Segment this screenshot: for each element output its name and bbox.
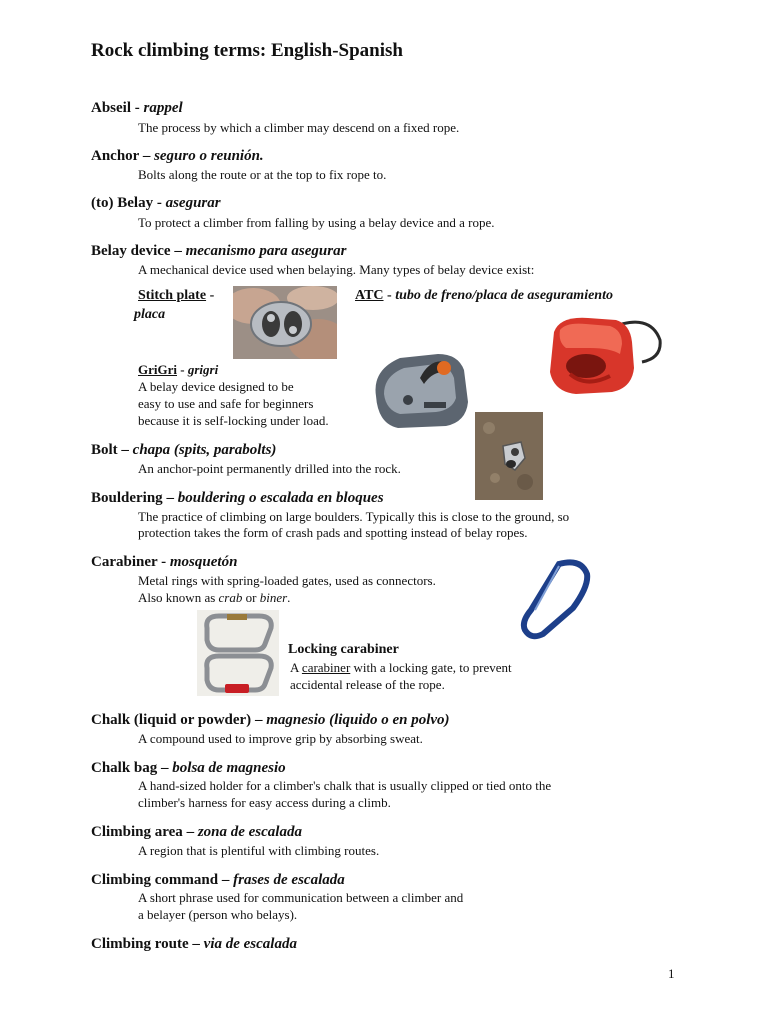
term-en: Climbing command [91,872,219,888]
term-sep: – [157,760,173,776]
carabiner-alias [138,589,290,606]
carabiner-photo [515,556,595,640]
term-sep: - [153,195,166,211]
term-en: Climbing route [91,936,189,952]
atc-image [540,310,665,400]
grigri-label [138,362,218,378]
term-sep: – [162,490,178,506]
term-bouldering [91,490,384,507]
term-es: zona de escalada [197,824,302,840]
grigri-photo [364,350,474,432]
atc-label [355,288,613,304]
bolt-image [475,412,543,500]
term-climbing-command [91,872,345,889]
term-es: frases de escalada [233,872,345,888]
definition: A compound used to improve grip by absorbing sweat. [138,731,423,746]
page-number: 1 [668,966,675,981]
term-en: Anchor [91,148,140,164]
alias-crab: crab [218,590,243,605]
term-en: GriGri [138,362,177,377]
term-en: Bouldering [91,490,163,506]
term-es: via de escalada [203,936,297,952]
definition: A hand-sized holder for a climber's chalk that is usually clipped or tied onto the [138,778,552,793]
term-es: tubo de freno/placa de aseguramiento [395,288,613,303]
locking-carabiner-photo [197,610,279,696]
term-sep: – [182,824,198,840]
term-es: bolsa de magnesio [172,760,286,776]
page-title: Rock climbing terms: English-Spanish [91,40,403,61]
definition: A region that is plentiful with climbing routes. [138,843,380,858]
term-es: magnesio (liquido o en polvo) [266,712,450,728]
carabiner-link[interactable]: carabiner [301,660,351,675]
term-sep: – [139,148,155,164]
definition: A mechanical device used when belaying. Many types of belay device exist: [138,262,535,277]
grigri-image [364,350,474,432]
term-climbing-area [91,824,302,841]
term-es: chapa (spits, parabolts) [132,442,277,458]
term-bolt [91,442,276,459]
term-es: grigri [187,362,219,377]
bolt-photo [475,412,543,500]
term-es: mecanismo para asegurar [185,243,347,259]
locking-carabiner-image [197,610,279,696]
stitch-plate-image [233,286,337,359]
term-en: Abseil [91,100,132,116]
definition: protection takes the form of crash pads and spotting instead of belay ropes. [138,525,528,540]
term-es: bouldering o escalada en bloques [177,490,384,506]
grigri-definition: A belay device designed to be [138,379,294,394]
grigri-definition: because it is self-locking under load. [138,413,329,428]
term-en: Chalk (liquid or powder) [91,712,252,728]
term-en: Chalk bag [91,760,158,776]
term-en: Bolt [91,442,118,458]
term-sep: - [131,100,144,116]
carabiner-image [515,556,595,640]
term-sep: – [218,872,234,888]
term-sep: - [383,288,396,303]
term-carabiner [91,554,237,571]
alias-mid: or [242,590,260,605]
term-sep: - [206,288,215,303]
term-abseil [91,100,183,117]
term-belay-device [91,243,346,260]
lc-post: with a locking gate, to prevent [350,660,512,675]
term-es: asegurar [165,195,221,211]
definition: Bolts along the route or at the top to fix rope to. [138,167,387,182]
definition: Metal rings with spring-loaded gates, used as connectors. [138,573,436,588]
term-en: Climbing area [91,824,183,840]
term-es: placa [134,307,166,322]
term-sep: – [117,442,133,458]
alias-suffix: . [287,590,291,605]
definition: A short phrase used for communication between a climber and [138,890,464,905]
definition: To protect a climber from falling by using a belay device and a rope. [138,215,495,230]
term-en: Stitch plate [138,288,207,303]
term-chalk [91,712,450,729]
locking-carabiner-definition [290,659,512,676]
term-sep: – [170,243,186,259]
lc-pre: A [290,660,302,675]
term-anchor [91,148,264,165]
locking-carabiner-title: Locking carabiner [288,642,399,657]
term-climbing-route [91,936,297,953]
term-en: ATC [355,288,384,303]
term-en: Belay device [91,243,171,259]
term-en: Carabiner [91,554,158,570]
stitch-plate-photo [233,286,337,359]
definition: An anchor-point permanently drilled into the rock. [138,461,401,476]
definition: The process by which a climber may descend on a fixed rope. [138,120,460,135]
term-es: mosquetón [169,554,238,570]
locking-carabiner-definition-2: accidental release of the rope. [290,677,445,692]
stitch-plate-es [134,307,165,323]
definition: The practice of climbing on large boulders. Typically this is close to the ground, so [138,509,570,524]
term-en: (to) Belay [91,195,154,211]
definition: climber's harness for easy access during a climb. [138,795,391,810]
term-es: seguro o reunión. [154,148,264,164]
term-chalk-bag [91,760,286,777]
definition: a belayer (person who belays). [138,907,298,922]
atc-photo [540,310,665,400]
term-sep: – [251,712,267,728]
term-sep: - [177,362,188,377]
term-belay [91,195,221,212]
term-sep: - [157,554,170,570]
term-es: rappel [143,100,183,116]
term-sep: – [188,936,204,952]
stitch-plate-label [138,288,214,304]
alias-biner: biner [259,590,288,605]
grigri-definition: easy to use and safe for beginners [138,396,314,411]
alias-prefix: Also known as [138,590,219,605]
